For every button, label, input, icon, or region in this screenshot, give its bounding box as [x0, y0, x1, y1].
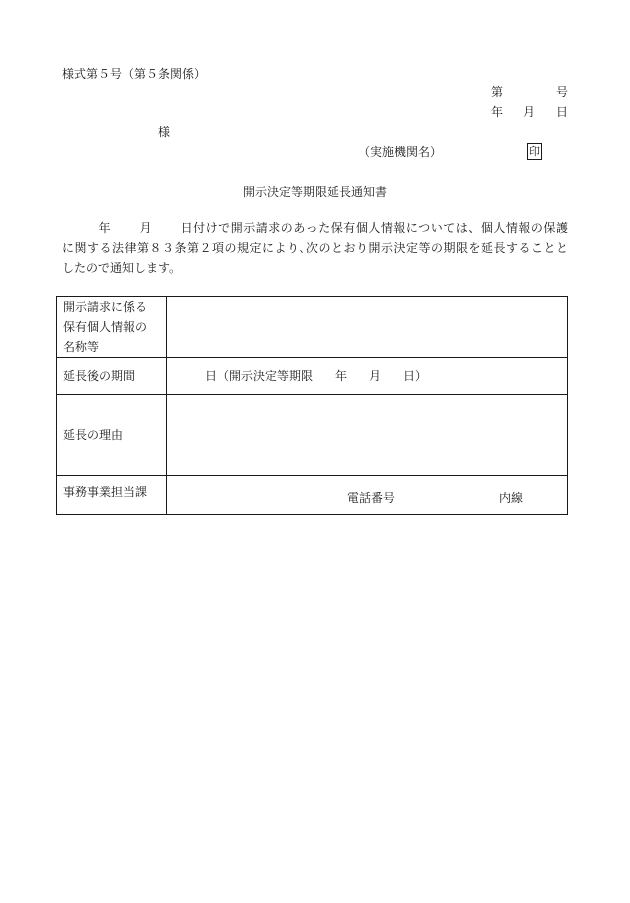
- document-title: 開示決定等期限延長通知書: [242, 185, 387, 199]
- department-value-cell[interactable]: [167, 476, 568, 515]
- period-day-text: 日（開示決定等期限: [205, 369, 314, 383]
- table-row: [57, 297, 568, 358]
- document-number-suffix: 号: [556, 85, 569, 99]
- notice-body: [62, 218, 568, 278]
- table-row: [57, 358, 568, 395]
- body-line-1: [62, 218, 568, 238]
- phone-number-label: 電話番号: [347, 491, 396, 505]
- body-line-1-text: 日付けで開示請求のあった保有個人情報については、個人情報の保護: [180, 221, 568, 235]
- form-number: 様式第５号（第５条関係）: [62, 67, 207, 81]
- addressee-honorific: 様: [158, 125, 171, 139]
- date-day-label: 日: [556, 105, 569, 119]
- period-month-text: 月: [369, 369, 382, 383]
- department-label-cell: 事務事業担当課: [57, 476, 167, 515]
- info-name-label-cell: [57, 297, 167, 358]
- extension-details-table: [56, 296, 568, 515]
- info-label-line-2: 保有個人情報の: [63, 320, 148, 334]
- table-row: [57, 476, 568, 515]
- info-label-line-3: 名称等: [63, 340, 100, 354]
- body-month: 月: [139, 221, 153, 235]
- table-row: [57, 395, 568, 476]
- seal-mark: 印: [529, 145, 540, 158]
- contact-wrap: [167, 476, 567, 508]
- date-month-label: 月: [523, 105, 536, 119]
- period-value-cell[interactable]: [167, 358, 568, 395]
- info-label-line-1: 開示請求に係る: [63, 300, 148, 314]
- period-label-cell: 延長後の期間: [57, 358, 167, 395]
- body-year: 年: [98, 221, 112, 235]
- body-line-2: に関する法律第８３条第２項の規定により､次のとおり開示決定等の期限を延長することと: [62, 241, 568, 255]
- date-year-label: 年: [491, 105, 504, 119]
- period-day-end-text: 日）: [403, 369, 428, 383]
- document-number-prefix: 第: [491, 85, 504, 99]
- body-line-3: したので通知します。: [62, 261, 182, 275]
- reason-value-cell[interactable]: [167, 395, 568, 476]
- info-name-value-cell[interactable]: [167, 297, 568, 358]
- extension-label: 内線: [499, 491, 524, 505]
- agency-name-label: （実施機関名）: [358, 145, 443, 159]
- period-year-text: 年: [335, 369, 348, 383]
- reason-label-cell: 延長の理由: [57, 395, 167, 476]
